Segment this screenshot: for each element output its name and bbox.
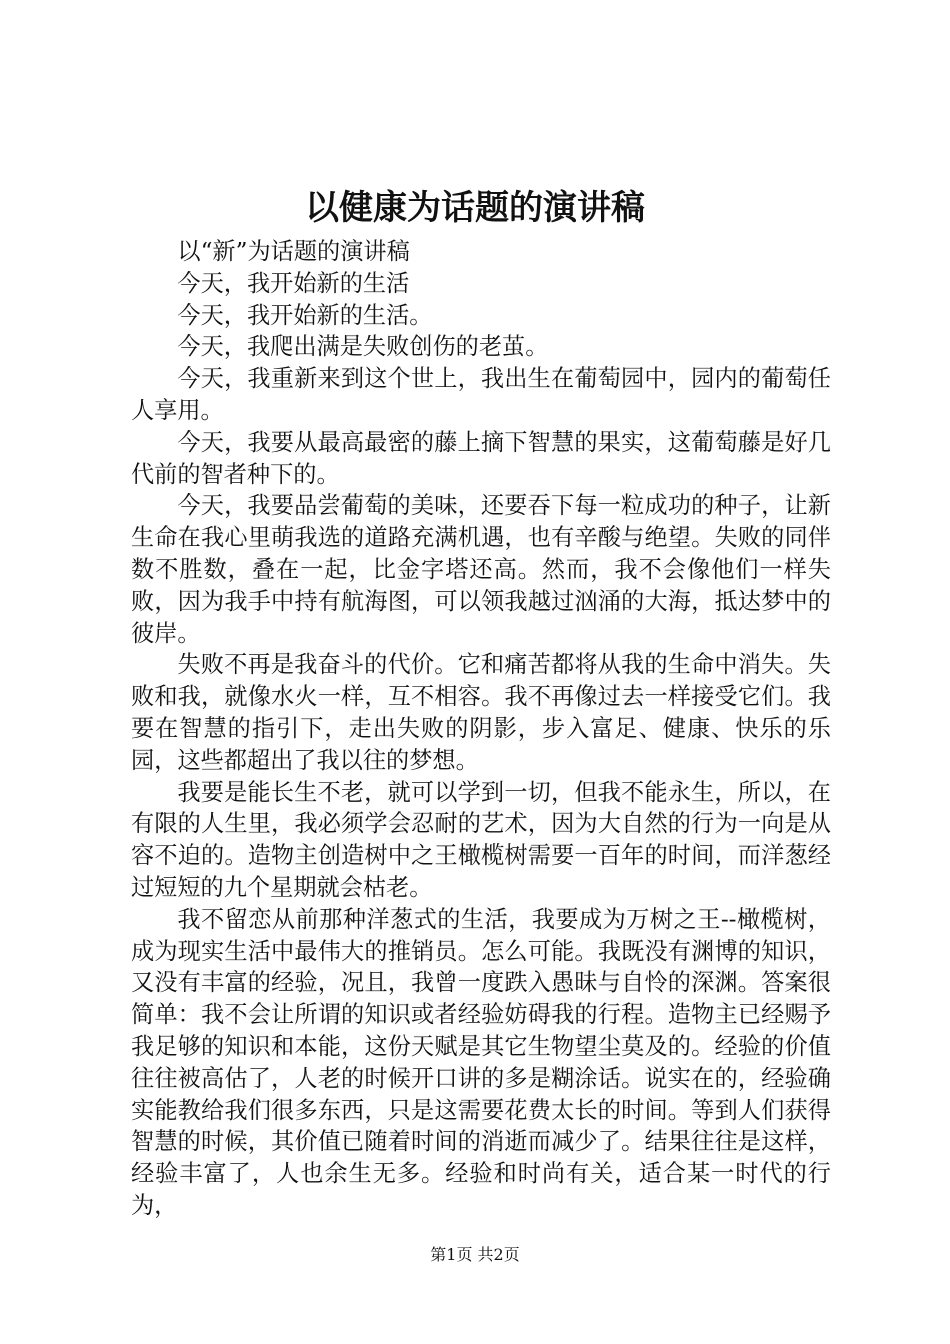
- paragraph: 今天，我重新来到这个世上，我出生在葡萄园中，园内的葡萄任人享用。: [131, 365, 831, 424]
- paragraph: 今天，我要品尝葡萄的美味，还要吞下每一粒成功的种子，让新生命在我心里萌我选的道路充满机遇，也有辛酸与绝望。失败的同伴数不胜数，叠在一起，比金字塔还高。然而，我不会像他们一样失败，因为我手中持有航海图，可以领我越过汹涌的大海，抵达梦中的彼岸。: [131, 492, 831, 647]
- paragraph: 我要是能长生不老，就可以学到一切，但我不能永生，所以，在有限的人生里，我必须学会忍耐的艺术，因为大自然的行为一向是从容不迫的。造物主创造树中之王橄榄树需要一百年的时间，而洋葱经过短短的九个星期就会枯老。: [131, 778, 831, 901]
- paragraph: 今天，我要从最高最密的藤上摘下智慧的果实，这葡萄藤是好几代前的智者种下的。: [131, 428, 831, 488]
- paragraph: 以“新”为话题的演讲稿: [177, 238, 410, 265]
- paragraph: 今天，我爬出满是失败创伤的老茧。: [177, 333, 549, 361]
- page-footer: 第1页 共2页: [430, 1245, 520, 1264]
- paragraph: 失败不再是我奋斗的代价。它和痛苦都将从我的生命中消失。失败和我，就像水火一样，互不相容。我不再像过去一样接受它们。我要在智慧的指引下，走出失败的阴影，步入富足、健康、快乐的乐园，这些都超出了我以往的梦想。: [131, 651, 831, 774]
- paragraph: 我不留恋从前那种洋葱式的生活，我要成为万树之王--橄榄树，成为现实生活中最伟大的推销员。怎么可能。我既没有渊博的知识，又没有丰富的经验，况且，我曾一度跌入愚昧与自怜的深渊。答案很简单：我不会让所谓的知识或者经验妨碍我的行程。造物主已经赐予我足够的知识和本能，这份天赋是其它生物望尘莫及的。经验的价值往往被高估了，人老的时候开口讲的多是糊涂话。说实在的，经验确实能教给我们很多东西，只是这需要花费太长的时间。等到人们获得智慧的时候，其价值已随着时间的消逝而减少了。结果往往是这样，经验丰富了，人也余生无多。经验和时尚有关，适合某一时代的行为，: [131, 905, 831, 1219]
- paragraph: 今天，我开始新的生活。: [177, 301, 433, 329]
- document-title: 以健康为话题的演讲稿: [305, 188, 645, 228]
- paragraph: 今天，我开始新的生活: [177, 269, 410, 297]
- document-body: [131, 236, 831, 1222]
